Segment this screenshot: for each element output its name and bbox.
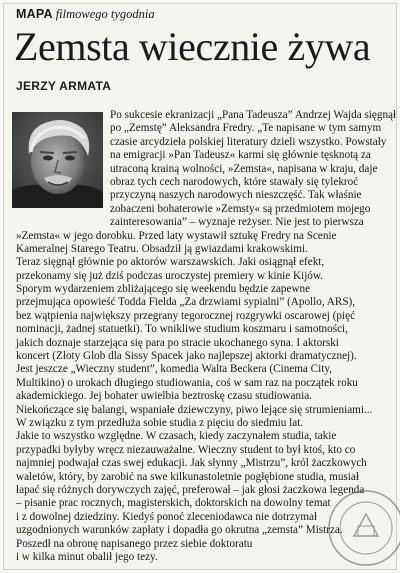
section-kicker <box>16 7 155 21</box>
article-line: i w kilka minut obalił jego tezy. <box>16 550 158 563</box>
article-line: łapać się różnych dorywczych zajęć, preferował – jak głosi żaczkowa legenda <box>16 483 365 496</box>
article-line: nominacji, żadnej statuetki). To wnikliwe studium koszmaru i samotności, <box>16 323 348 336</box>
article-line: na emigracji »Pan Tadeusz« karmi się głównie tęsknotą za <box>110 149 371 162</box>
author-byline: JERZY ARMATA <box>16 79 112 93</box>
article-line: czasie arcydzieła polskiej literatury dzieli wszystko. Powstały <box>110 135 387 148</box>
article-line: przyczyną naszych narodowych nieszczęść. Tak właśnie <box>110 189 362 202</box>
article-line: uzgodnionych warunków zapłaty i dopadła go okrutna „zemsta” Mistrza. <box>16 524 343 537</box>
museum-stamp <box>326 488 400 568</box>
article-line: »Zemsta« w jego dorobku. Przed laty wystawił sztukę Fredry na Scenie <box>16 229 337 242</box>
article-line: Po sukcesie ekranizacji „Pana Tadeusza” Andrzej Wajda sięgnął <box>110 109 397 121</box>
article-line: przejmująca opowieść Todda Fielda „Za drzwiami sypialni” (Apollo, ARS), <box>16 296 356 309</box>
article-line: Jest jeszcze „Wieczny student”, komedia Walta Beckera (Cinema City, <box>16 363 332 376</box>
article-line: przekonamy się już dziś podczas uroczystej premiery w kinie Kijów. <box>16 269 324 282</box>
article-line: Kameralnej Starego Teatru. Obsadził ją gwiazdami krakowskimi. <box>16 242 308 255</box>
article-line: Multikino) o urokach długiego studiowania, coś w sam raz na początek roku <box>16 376 358 389</box>
article-line: zobaczeni bohaterowie »Zemsty« są przedmiotem mojego <box>110 202 371 215</box>
article-line: waletów, który, by zarobić na swe kilkunastoletnie pogłębione studia, musiał <box>16 470 359 483</box>
article-line: Teraz sięgnął głównie po aktorów warszawskich. Jaki osiągnął efekt, <box>16 256 325 269</box>
article-line: jakich doznaje starzejąca się para po stracie ukochanego syna. I aktorski <box>16 336 339 349</box>
article-line: po „Zemstę” Aleksandra Fredry. „Te napisane w tym samym <box>110 122 382 135</box>
article-line: Jakie to wszystko względne. W czasach, kiedy zaczynałem studia, takie <box>16 430 337 443</box>
article-line: Niekończące się balangi, wspaniałe dziewczyny, piwo lejące się strumieniami... <box>16 403 373 416</box>
article-line: Sporym wydarzeniem zbliżającego się weekendu będzie zapewne <box>16 283 311 296</box>
article-line: koncert (Złoty Glob dla Sissy Spacek jako najlepszej aktorki dramatycznej). <box>16 350 357 363</box>
article-line: zainteresowania” – wyznaje reżyser. Nie jest to pierwsza <box>110 216 364 229</box>
newspaper-clipping <box>3 3 397 570</box>
article-line: W związku z tym przedłuża sobie studia z pięciu do siedmiu lat. <box>16 416 304 429</box>
kicker-italic: filmowego tygodnia <box>55 7 155 21</box>
article-line: Poszedł na obronę napisanego przez siebie doktoratu <box>16 537 253 550</box>
article-line: – pisanie prac rocznych, magisterskich, doktorskich na dowolny temat <box>16 497 331 510</box>
article-line: przypadki byłyby wręcz niezauważalne. Wieczny student to był ktoś, kto co <box>16 443 356 456</box>
article-line: najmniej podwajał czas swej edukacji. Jak słynny „Mistrzu”, król żaczkowych <box>16 457 367 470</box>
article-line: utraconą krainą wolności, »Zemsta«, napisana w kraju, daje <box>110 162 378 175</box>
article-line: i z dowolnej dziedziny. Kiedyś ponoć zleceniodawca nie dotrzymał <box>16 510 318 523</box>
kicker-bold: MAPA <box>16 7 53 21</box>
article-line: obraz tych cech narodowych, które stawały się tylekroć <box>110 175 359 188</box>
article-line: akademickiego. Jej bohater uwielbia beztroskę czasu studiowania. <box>16 390 312 403</box>
article-line: bez wątpienia największy przegrany tegorocznej rozgrywki oscarowej (pięć <box>16 309 356 322</box>
article-headline: Zemsta wiecznie żywa <box>14 24 371 69</box>
